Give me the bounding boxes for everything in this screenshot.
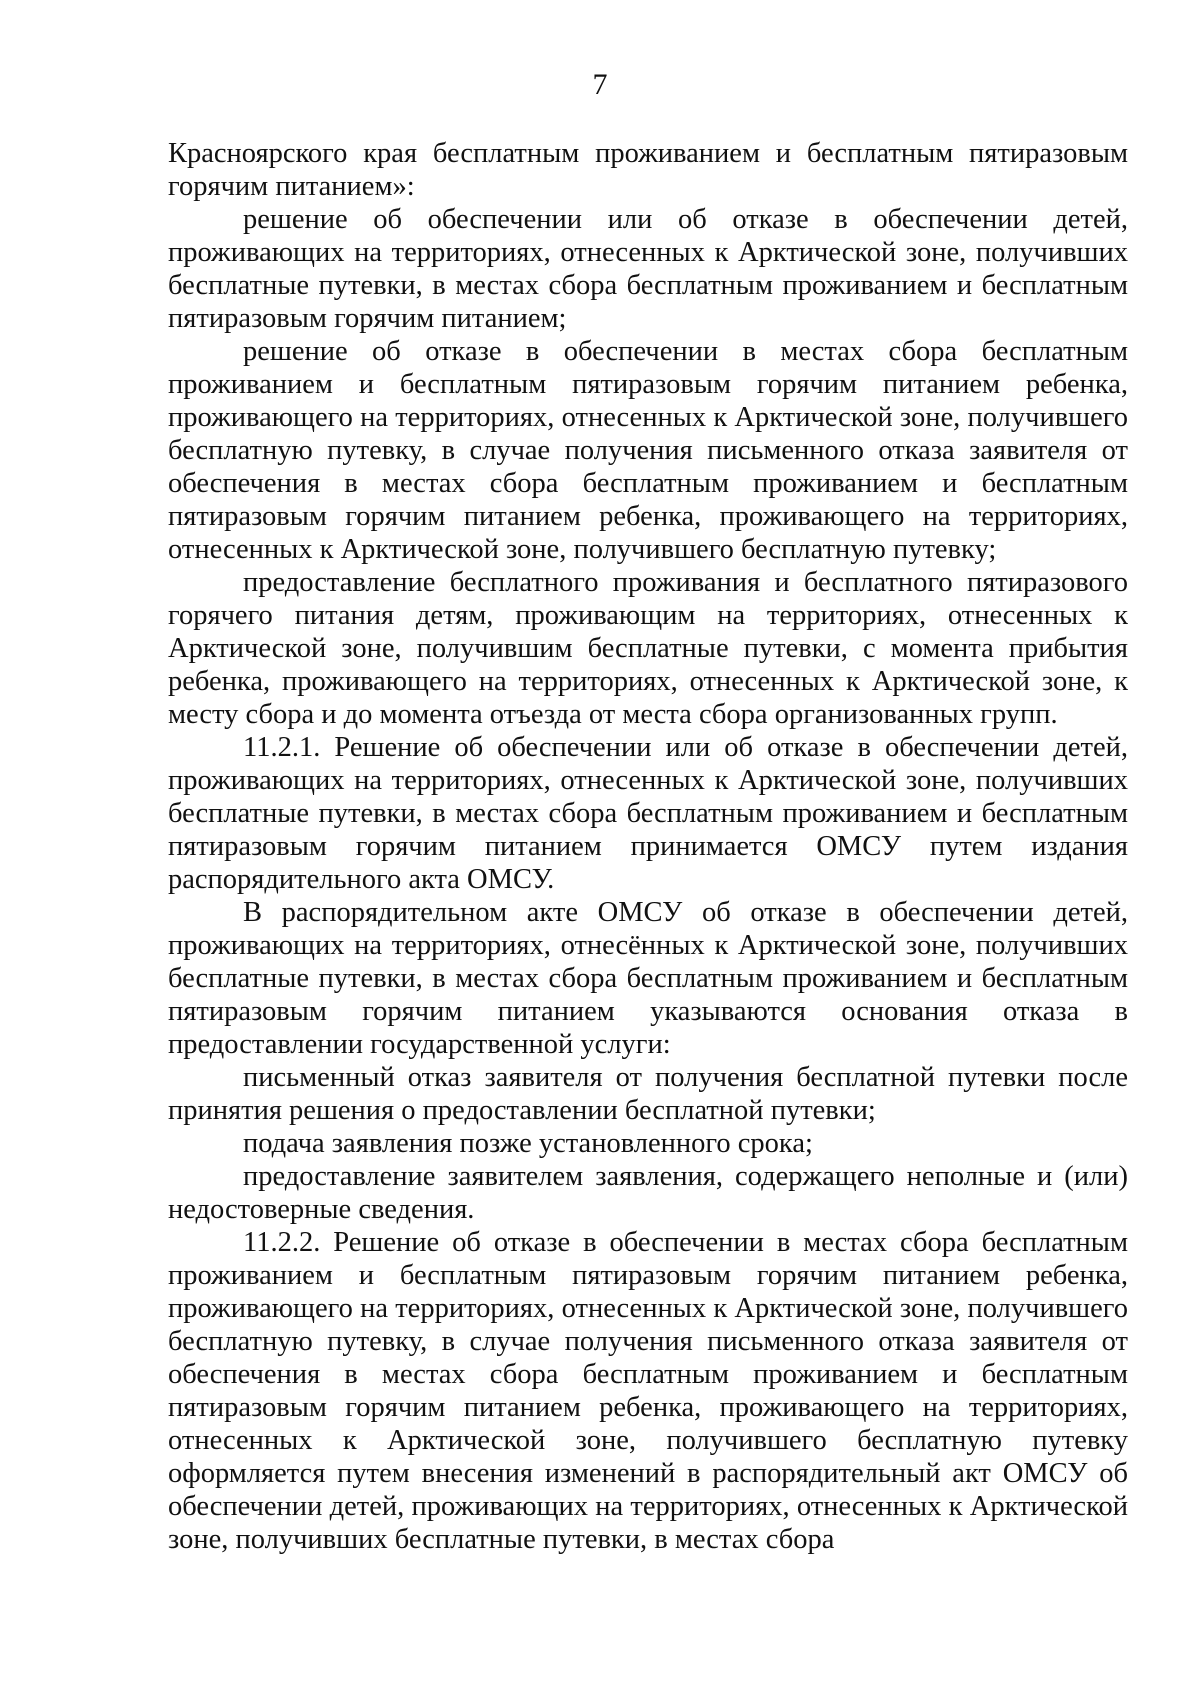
paragraph-decision-refusal: решение об отказе в обеспечении в местах сбора бесплатным проживанием и бесплатным пятиразовым горячим питанием ребенка, проживающего на территориях, отнесенных к Арктической зоне, получившего бесплатную путевку, в случае получения письменного отказа заявителя от обеспечения в местах сбора бесплатным проживанием и бесплатным пятиразовым горячим питанием ребенка, проживающего на территориях, отнесенных к Арктической зоне, получившего бесплатную путевку; (168, 336, 1128, 565)
paragraph-11-2-1: 11.2.1. Решение об обеспечении или об отказе в обеспечении детей, проживающих на территориях, отнесенных к Арктической зоне, получивших бесплатные путевки, в местах сбора бесплатным проживанием и бесплатным пятиразовым горячим питанием принимается ОМСУ путем издания распорядительного акта ОМСУ. (168, 732, 1128, 895)
paragraph-11-2-2: 11.2.2. Решение об отказе в обеспечении в местах сбора бесплатным проживанием и бесплатным пятиразовым горячим питанием ребенка, проживающего на территориях, отнесенных к Арктической зоне, получившего бесплатную путевку, в случае получения письменного отказа заявителя от обеспечения в местах сбора бесплатным проживанием и бесплатным пятиразовым горячим питанием ребенка, проживающего на территориях, отнесенных к Арктической зоне, получившего бесплатную путевку оформляется путем внесения изменений в распорядительный акт ОМСУ об обеспечении детей, проживающих на территориях, отнесенных к Арктической зоне, получивших бесплатные путевки, в местах сбора (168, 1227, 1128, 1555)
paragraph-decision-provision: решение об обеспечении или об отказе в обеспечении детей, проживающих на территориях, отнесенных к Арктической зоне, получивших бесплатные путевки, в местах сбора бесплатным проживанием и бесплатным пятиразовым горячим питанием; (168, 204, 1128, 334)
list-item-written-refusal: письменный отказ заявителя от получения бесплатной путевки после принятия решения о предоставлении бесплатной путевки; (168, 1062, 1128, 1126)
paragraph-refusal-grounds: В распорядительном акте ОМСУ об отказе в обеспечении детей, проживающих на территориях, отнесённых к Арктической зоне, получивших бесплатные путевки, в местах сбора бесплатным проживанием и бесплатным пятиразовым горячим питанием указываются основания отказа в предоставлении государственной услуги: (168, 897, 1128, 1060)
paragraph-provision-service: предоставление бесплатного проживания и бесплатного пятиразового горячего питания детям, проживающим на территориях, отнесенных к Арктической зоне, получившим бесплатные путевки, с момента прибытия ребенка, проживающего на территориях, отнесенных к Арктической зоне, к месту сбора и до момента отъезда от места сбора организованных групп. (168, 567, 1128, 730)
paragraph-continuation: Красноярского края бесплатным проживанием и бесплатным пятиразовым горячим питанием»: (168, 138, 1128, 202)
list-item-late-application: подача заявления позже установленного срока; (243, 1128, 813, 1159)
document-body (168, 137, 1128, 1556)
list-item-incomplete-data: предоставление заявителем заявления, содержащего неполные и (или) недостоверные сведения. (168, 1161, 1128, 1225)
page-number: 7 (592, 68, 608, 101)
